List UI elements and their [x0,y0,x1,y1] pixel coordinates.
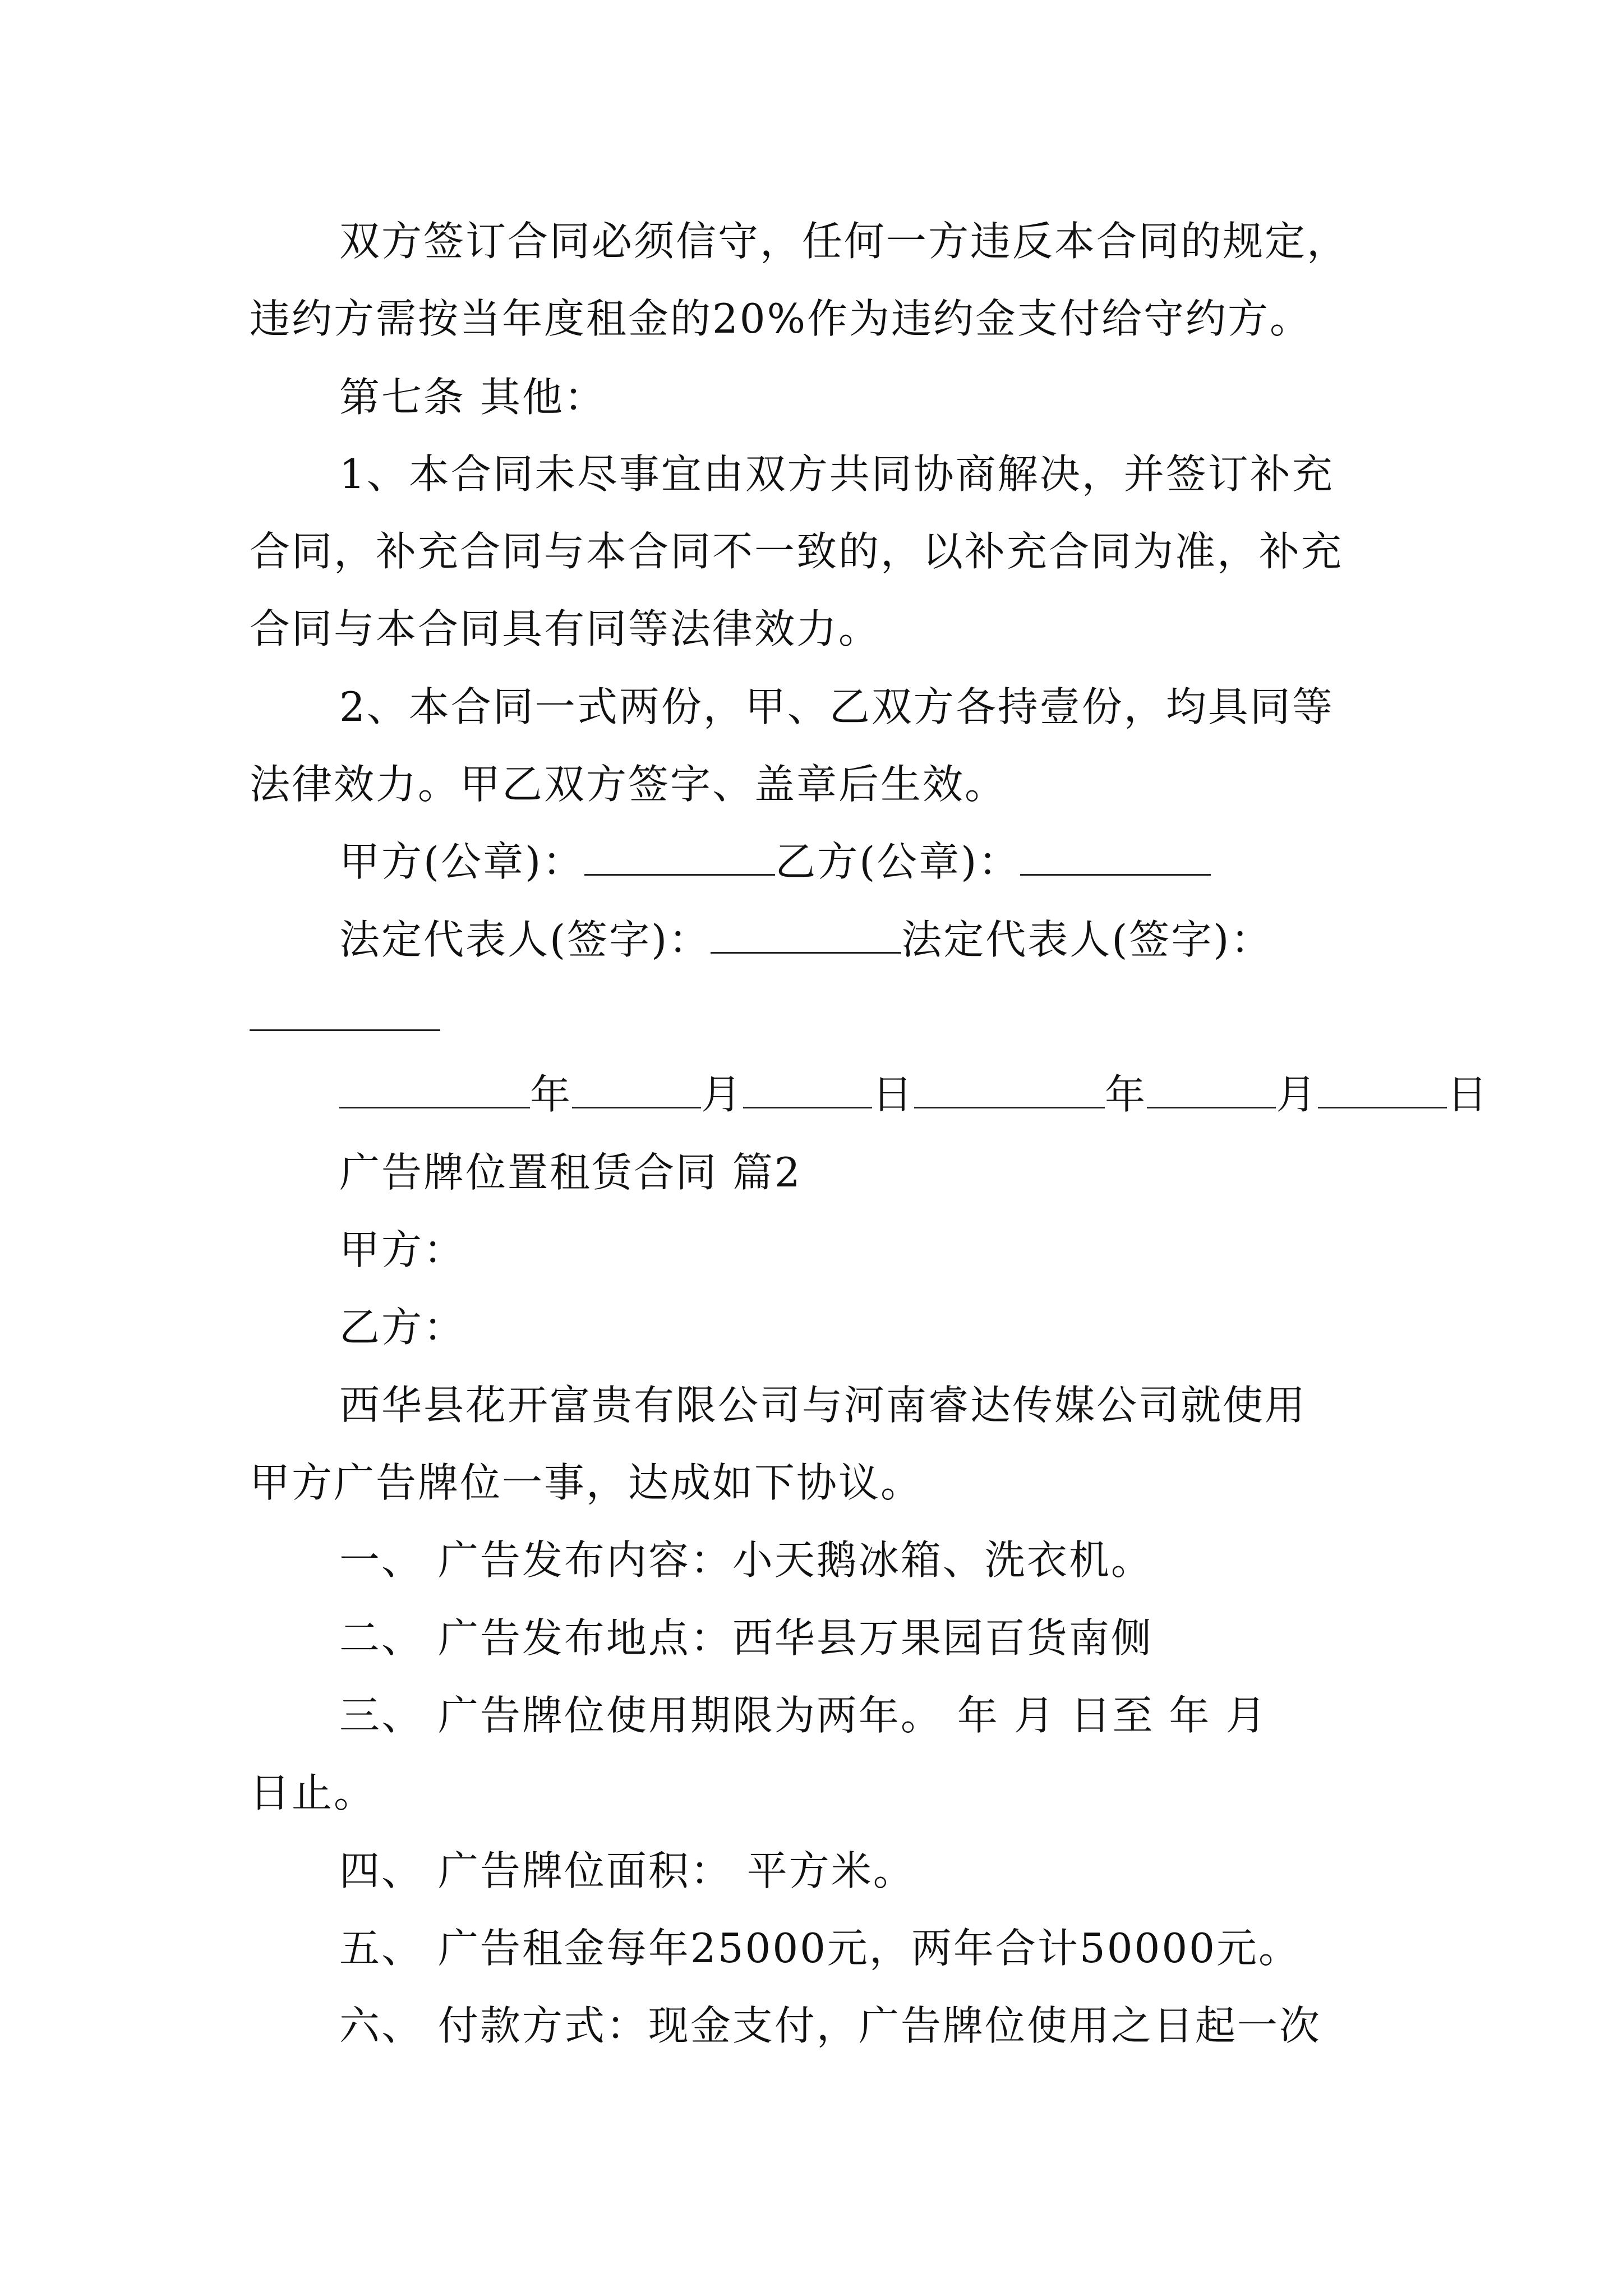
paragraph-line: 1、本合同未尽事宜由双方共同协商解决，并签订补充 [339,450,1334,498]
clause-item-continuation: 日止。 [250,1769,376,1816]
year-b-blank [914,1072,1105,1108]
clause-item: 三、 广告牌位使用期限为两年。 年 月 日至 年 月 [339,1692,1268,1739]
party-a-seal-label: 甲方(公章)： [339,838,585,885]
article-heading: 第七条 其他： [339,374,606,421]
year-b-label: 年 [1105,1071,1147,1118]
year-a-blank [339,1072,530,1108]
day-b-blank [1318,1072,1447,1108]
paragraph-line: 合同，补充合同与本合同不一致的，以补充合同为准，补充 [250,528,1344,575]
party-b-seal-label: 乙方(公章)： [775,838,1021,885]
day-a-blank [743,1072,872,1108]
paragraph-line: 违约方需按当年度租金的20%作为违约金支付给守约方。 [250,295,1312,342]
seal-line [339,835,1211,889]
clause-item: 六、 付款方式：现金支付，广告牌位使用之日起一次 [339,2002,1321,2049]
year-a-label: 年 [530,1071,573,1118]
month-b-label: 月 [1276,1071,1318,1118]
day-b-label: 日 [1447,1071,1490,1118]
clause-item: 四、 广告牌位面积： 平方米。 [339,1847,915,1894]
month-a-label: 月 [701,1071,744,1118]
rep-a-label: 法定代表人(签字)： [339,916,711,963]
rep-a-blank [711,917,901,954]
clause-item: 二、 广告发布地点：西华县万果园百货南侧 [339,1614,1153,1662]
representative-line [339,913,1272,967]
party-b-label: 乙方： [339,1304,466,1351]
paragraph-line: 法律效力。甲乙双方签字、盖章后生效。 [250,761,1007,808]
paragraph-line: 西华县花开富贵有限公司与河南睿达传媒公司就使用 [339,1382,1307,1429]
clause-item: 一、 广告发布内容：小天鹅冰箱、洗衣机。 [339,1536,1153,1584]
day-a-label: 日 [872,1071,915,1118]
paragraph-line: 甲方广告牌位一事，达成如下协议。 [250,1459,923,1506]
rep-b-blank-line [250,990,440,1044]
paragraph-line: 双方签订合同必须信守，任何一方违反本合同的规定， [339,218,1349,265]
clause-item: 五、 广告租金每年25000元，两年合计50000元。 [339,1925,1301,1972]
section-title: 广告牌位置租赁合同 篇2 [339,1149,802,1196]
date-line [339,1068,1489,1121]
rep-b-blank [250,995,440,1031]
party-b-seal-blank [1020,839,1211,876]
month-a-blank [572,1072,701,1108]
rep-b-label: 法定代表人(签字)： [901,916,1273,963]
paragraph-line: 合同与本合同具有同等法律效力。 [250,605,881,652]
paragraph-line: 2、本合同一式两份，甲、乙双方各持壹份，均具同等 [339,683,1334,730]
party-a-seal-blank [584,839,775,876]
month-b-blank [1147,1072,1276,1108]
party-a-label: 甲方： [339,1226,466,1273]
